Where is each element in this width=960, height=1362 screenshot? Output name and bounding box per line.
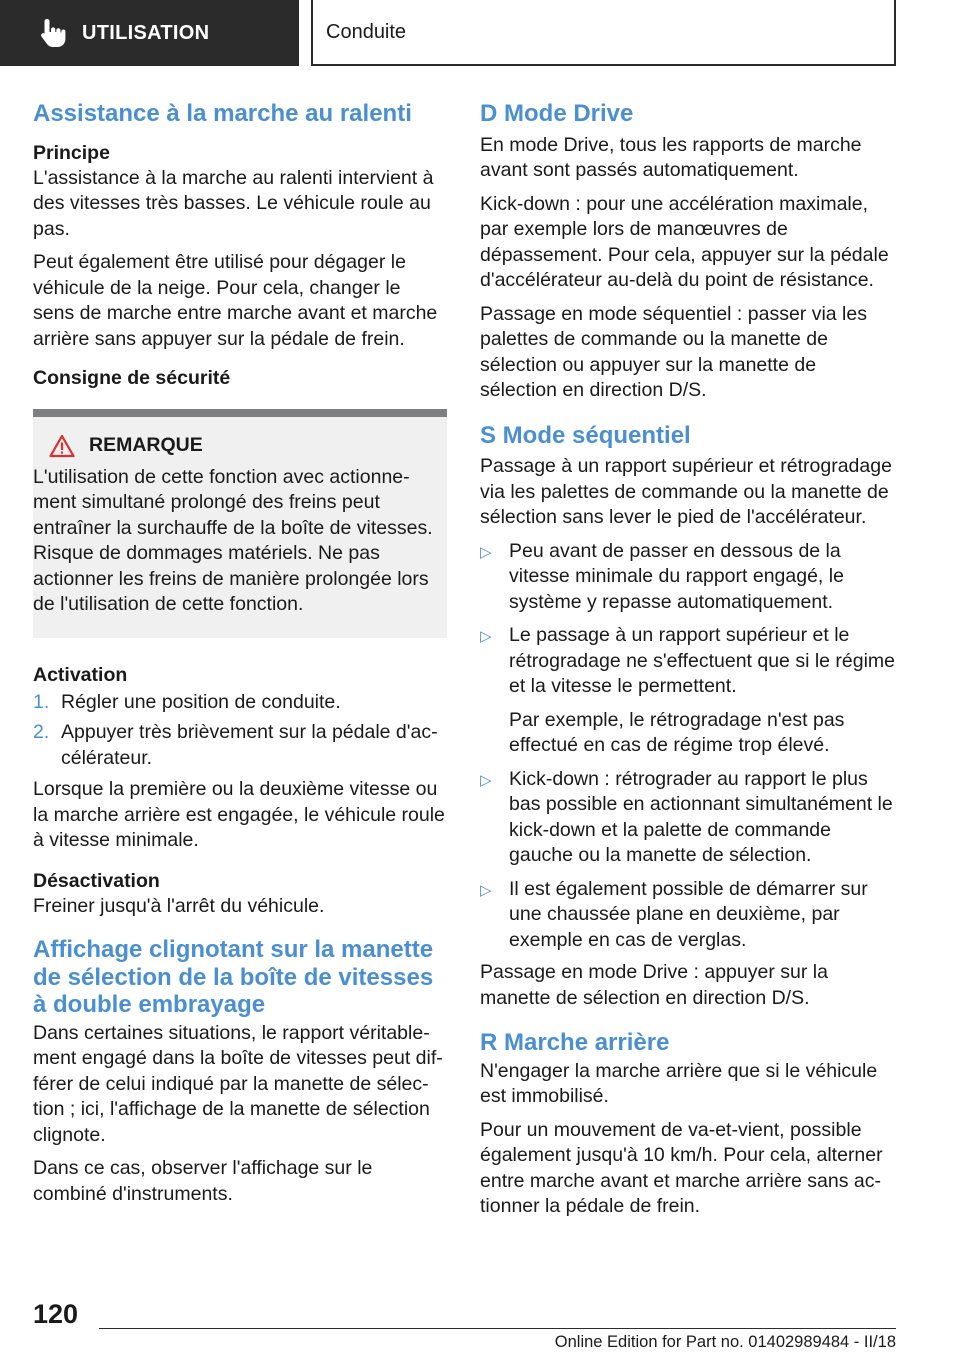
- heading-sequentiel: S Mode séquentiel: [480, 421, 691, 449]
- note-text: L'utilisation de cette fonction avec actionnement simultané prolongé des freins peut entraîner la surchauffe de la boîte de vitesses. Risque de dommages matériels. Ne pas actionner les freins de manière prolongée lors de l'utilisation de cette fonction.: [33, 465, 433, 615]
- sequential-bullets: [480, 539, 896, 954]
- step-text: Appuyer très brièvement sur la pédale d'accélérateur.: [61, 721, 438, 769]
- bullet-text: Le passage à un rapport supérieur et le rétrogradage ne s'effectuent que si le régime et la vitesse le permettent.: [509, 624, 896, 697]
- paragraph: Pour un mouvement de va-et-vient, possible également jusqu'à 10 km/h. Pour cela, alterner entre marche avant et marche arrière sans actionner la pédale de frein.: [480, 1118, 883, 1217]
- list-item: [480, 877, 896, 954]
- warning-note-box: [33, 409, 447, 638]
- heading-affichage: Affichage clignotant sur la manette de sélection de la boîte de vitesses à double embrayage: [33, 936, 434, 1018]
- paragraph: N'engager la marche arrière que si le véhicule est immobilisé.: [480, 1059, 878, 1107]
- heading-marche-arriere: R Marche arrière: [480, 1029, 670, 1056]
- step-number: 1.: [33, 690, 50, 713]
- list-item: [480, 623, 896, 759]
- hand-pointer-icon: [36, 15, 72, 51]
- step-number: 2.: [33, 721, 50, 743]
- step-text: Régler une position de conduite.: [61, 690, 341, 713]
- paragraph: L'assistance à la marche au ralenti intervient à des vitesses très basses. Le véhicule roule au pas.: [33, 166, 434, 240]
- paragraph: Lorsque la première ou la deuxième vitesse ou la marche arrière est engagée, le véhicule roule à vitesse minimale.: [33, 778, 445, 851]
- page-header: [0, 0, 960, 66]
- paragraph: Dans ce cas, observer l'affichage sur le combiné d'instruments.: [33, 1157, 373, 1205]
- list-item: [480, 767, 896, 869]
- bullet-triangle-icon: ▷: [480, 881, 492, 899]
- section-label: UTILISATION: [82, 21, 210, 44]
- chapter-tab: [311, 0, 896, 66]
- list-item: [33, 720, 447, 771]
- paragraph: Passage en mode séquentiel : passer via les palettes de commande ou la manette de sélection ou appuyer sur la manette de sélection en direction D/S.: [480, 302, 867, 401]
- bullet-triangle-icon: ▷: [480, 543, 492, 561]
- warning-triangle-icon: [49, 434, 75, 458]
- list-item: [480, 539, 896, 616]
- bullet-text: Kick-down : rétrograder au rapport le plus bas possible en actionnant simultanément le kick-down et la palette de commande gauche ou la manette de sélection.: [509, 767, 893, 866]
- footer-divider: [99, 1328, 896, 1329]
- note-title-text: REMARQUE: [89, 434, 203, 456]
- right-column: [480, 100, 896, 1220]
- paragraph: Peut également être utilisé pour dégager le véhicule de la neige. Pour cela, changer le sens de marche entre marche avant et marche arrière sans appuyer sur la pédale de frein.: [33, 251, 438, 350]
- subheading-consigne: Consigne de sécurité: [33, 367, 231, 389]
- bullet-text: Il est également possible de démarrer sur une chaussée plane en deuxième, par exemple en cas de verglas.: [509, 877, 868, 951]
- activation-steps: [33, 690, 447, 772]
- heading-drive: D Mode Drive: [480, 100, 634, 127]
- subheading-desactivation: Désactivation: [33, 869, 160, 892]
- subheading-principe: Principe: [33, 141, 110, 164]
- left-column: [33, 100, 447, 1207]
- edition-info: Online Edition for Part no. 01402989484 - II/18: [554, 1333, 896, 1351]
- paragraph: Passage en mode Drive : appuyer sur la manette de sélection en direction D/S.: [480, 961, 828, 1009]
- bullet-text: Peu avant de passer en dessous de la vitesse minimale du rapport engagé, le système y repasse automatiquement.: [509, 539, 844, 613]
- bullet-triangle-icon: ▷: [480, 628, 492, 645]
- page-number: 120: [33, 1299, 79, 1329]
- list-item: [33, 690, 447, 716]
- chapter-label: Conduite: [326, 20, 407, 43]
- paragraph: Freiner jusqu'à l'arrêt du véhicule.: [33, 894, 325, 917]
- heading-assistance: Assistance à la marche au ralenti: [33, 100, 412, 127]
- note-title: [49, 433, 435, 459]
- section-tab: [0, 0, 299, 66]
- subheading-activation: Activation: [33, 663, 128, 686]
- bullet-extra-text: Par exemple, le rétrogradage n'est pas effectué en cas de régime trop élevé.: [509, 708, 845, 756]
- paragraph: Kick-down : pour une accélération maximale, par exemple lors de manœuvres de dépassement. Pour cela, appuyer sur la pédale d'accélérateur au-delà du point de résistance.: [480, 192, 889, 291]
- paragraph: Dans certaines situations, le rapport véritablement engagé dans la boîte de vitesses peut différer de celui indiqué par la manette de sélection ; ici, l'affichage de la manette de sélection clignote.: [33, 1021, 443, 1146]
- paragraph: En mode Drive, tous les rapports de marche avant sont passés automatiquement.: [480, 133, 862, 181]
- paragraph: Passage à un rapport supérieur et rétrogradage via les palettes de commande ou la manette de sélection sans lever le pied de l'accélérateur.: [480, 455, 892, 528]
- bullet-triangle-icon: ▷: [480, 771, 492, 789]
